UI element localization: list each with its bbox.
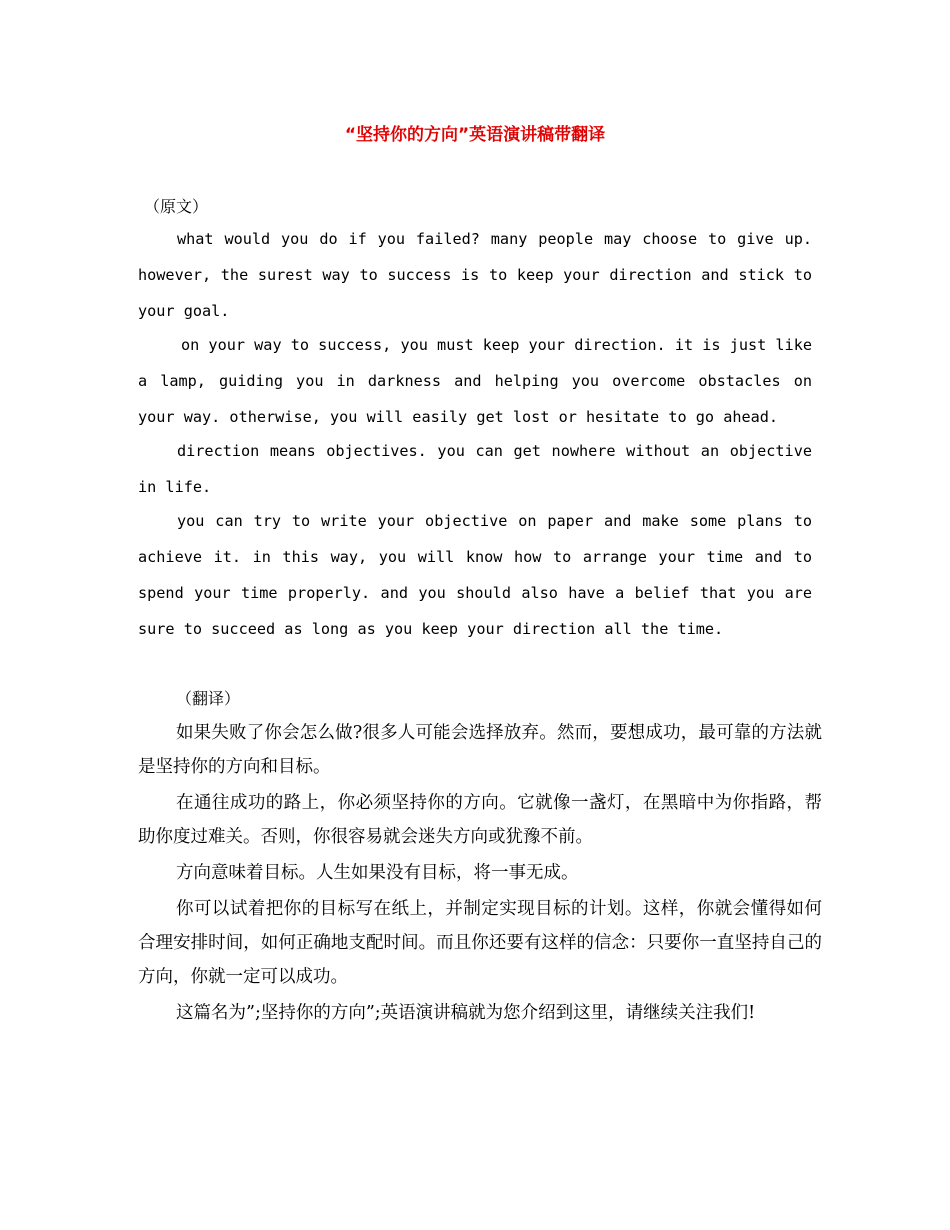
translation-paragraph-1: 如果失败了你会怎么做?很多人可能会选择放弃。然而，要想成功，最可靠的方法就是坚持你的方向和目标。	[138, 723, 822, 777]
translation-text	[138, 716, 822, 1030]
translation-paragraph-3: 方向意味着目标。人生如果没有目标，将一事无成。	[176, 863, 579, 883]
original-paragraph-2: on your way to success, you must keep your direction. it is just like a lamp, guiding you in darkness and helping you overcome obstacles on your way. otherwise, you will easily get lost or hesitate to go ahead.	[138, 336, 812, 426]
translation-label: （翻译）	[176, 689, 241, 708]
original-label: （原文）	[144, 197, 209, 216]
original-paragraph-4: you can try to write your objective on paper and make some plans to achieve it. in this way, you will know how to arrange your time and to spend your time properly. and you should also have a belief that you are sure to succeed as long as you keep your direction all the time.	[138, 512, 812, 638]
original-paragraph-3: direction means objectives. you can get nowhere without an objective in life.	[138, 442, 812, 496]
translation-paragraph-2: 在通往成功的路上，你必须坚持你的方向。它就像一盏灯，在黑暗中为你指路，帮助你度过难关。否则，你很容易就会迷失方向或犹豫不前。	[138, 793, 822, 847]
translation-paragraph-5: 这篇名为”;坚持你的方向”;英语演讲稿就为您介绍到这里，请继续关注我们!	[176, 1003, 756, 1023]
original-text	[138, 221, 812, 647]
original-paragraph-1: what would you do if you failed? many people may choose to give up. however, the surest way to success is to keep your direction and stick to your goal.	[138, 230, 812, 320]
translation-paragraph-4: 你可以试着把你的目标写在纸上，并制定实现目标的计划。这样，你就会懂得如何合理安排时间，如何正确地支配时间。而且你还要有这样的信念：只要你一直坚持自己的方向，你就一定可以成功。	[138, 899, 822, 987]
document-title: “坚持你的方向”英语演讲稿带翻译	[344, 125, 606, 145]
